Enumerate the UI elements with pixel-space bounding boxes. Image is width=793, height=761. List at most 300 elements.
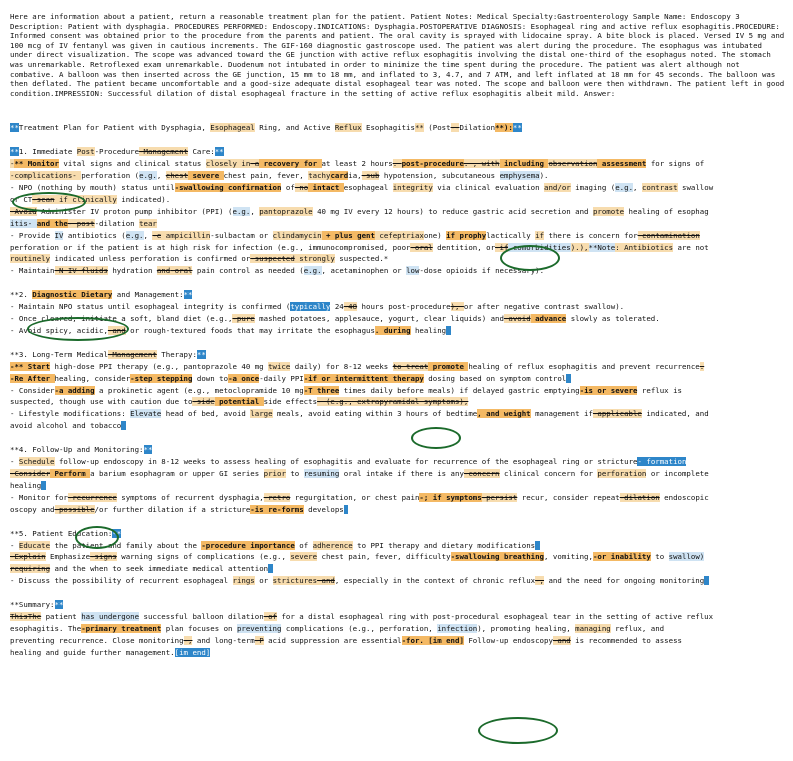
text-segment: **	[196, 349, 206, 359]
answer-line	[10, 444, 785, 456]
text-segment: recurrence	[432, 457, 478, 467]
text-segment: clinical	[499, 469, 540, 478]
text-segment: itis	[579, 361, 598, 371]
text-segment: warning	[116, 552, 157, 562]
text-segment: NPO (nothing by mouth)	[18, 182, 117, 192]
text-segment: perforation (	[81, 171, 140, 181]
text-segment: dentition	[432, 242, 478, 252]
text-segment: or	[125, 325, 144, 335]
blank-line	[10, 587, 785, 599]
text-segment: Diagnostic Dietary	[32, 290, 113, 300]
text-segment: , consider repeat	[544, 492, 620, 502]
text-segment: a	[90, 469, 99, 478]
text-segment: ).	[161, 194, 171, 204]
text-segment: develops	[303, 504, 344, 514]
text-segment: -primary treatment	[81, 623, 162, 633]
text-segment: ,	[156, 171, 166, 181]
text-segment: [im end]	[174, 647, 211, 657]
text-segment: -dose PPI therapy (e.g., pantoprazole 40 mg	[72, 361, 269, 371]
text-segment: -sub	[361, 171, 380, 181]
answer-line	[10, 623, 785, 635]
text-segment: meals, avoid eating within 3 hours of bedtime	[272, 409, 478, 419]
text-segment: Educate	[18, 540, 51, 550]
text-segment: : Antibiotics	[615, 242, 674, 252]
text-segment: -pure	[232, 314, 255, 324]
text-segment: stricture	[597, 457, 638, 467]
text-segment: recommended to assess	[584, 635, 682, 645]
text-segment: for signs of	[646, 159, 705, 169]
text-segment: typically	[290, 302, 331, 312]
text-segment: adherence	[312, 540, 353, 550]
answer-line	[10, 456, 785, 468]
text-segment: twice	[268, 361, 291, 371]
text-segment: reflux is	[637, 385, 682, 395]
answer-line	[10, 158, 785, 170]
text-segment: hydration	[107, 266, 157, 276]
answer-line	[10, 242, 785, 254]
text-segment: ,	[633, 182, 642, 192]
blank-line	[10, 516, 785, 528]
text-segment: . during	[374, 325, 411, 335]
text-segment: times daily	[339, 385, 398, 395]
answer-line	[10, 146, 785, 158]
text-segment: follow-up endoscopy in 8	[54, 457, 166, 467]
answer-line	[10, 599, 785, 611]
text-segment: suspected.*	[334, 254, 389, 264]
text-segment: at least 2 hours	[321, 159, 393, 169]
text-segment: esophageal	[343, 182, 393, 192]
text-segment: antibiotics (	[63, 230, 126, 240]
text-segment: Esophageal	[210, 123, 255, 133]
text-segment: complications (e.g., perforation,	[281, 623, 438, 633]
text-segment: , and weight	[477, 409, 531, 419]
text-segment: swallow	[677, 182, 714, 192]
text-segment: -Re After	[10, 373, 55, 383]
text-segment: Perform	[50, 469, 91, 478]
text-segment: -retro	[263, 492, 291, 502]
text-segment: )	[437, 230, 447, 240]
answer-line	[10, 218, 785, 230]
text-segment: severe	[290, 552, 318, 562]
text-segment: large	[250, 409, 273, 419]
text-segment: prior	[263, 469, 286, 478]
text-segment: IV proton pump inhibitor (PPI) (	[90, 206, 233, 216]
text-segment: ,	[143, 230, 153, 240]
text-segment: - Provide	[10, 230, 55, 240]
text-segment: reflux	[517, 361, 544, 371]
answer-line	[10, 563, 785, 575]
text-segment: -signs	[90, 552, 117, 562]
text-segment: **	[214, 147, 224, 157]
text-segment: -Explain	[10, 552, 46, 562]
text-segment: Follow	[32, 445, 59, 455]
text-segment: clindamycin	[272, 230, 322, 240]
text-segment: and	[156, 266, 171, 276]
text-segment: ThisThe	[10, 612, 42, 622]
text-segment: preventing recurrence. Close monitoring	[10, 635, 184, 645]
text-segment: , especially in the context of chronic reflux	[334, 576, 536, 586]
text-segment: if necessary	[481, 266, 536, 276]
text-segment: **	[10, 147, 19, 157]
answer-line	[10, 528, 785, 540]
text-segment: to treat	[392, 361, 429, 371]
answer-line	[10, 385, 785, 397]
answer-line	[10, 301, 785, 313]
text-segment: signs of complications (e.g.,	[156, 552, 291, 562]
text-segment: healing, consider	[54, 373, 131, 383]
text-segment: , yogurt, clear liquids) and	[379, 314, 504, 324]
text-segment: ).	[535, 266, 545, 276]
text-segment: infection	[437, 623, 478, 633]
text-segment: -procedure importance	[201, 540, 295, 550]
text-segment: **	[414, 123, 424, 133]
text-segment: to	[285, 469, 304, 478]
text-segment: -and	[317, 576, 335, 586]
text-segment: comorbidities	[508, 242, 571, 252]
text-segment: -for. [im end]	[401, 635, 464, 645]
text-segment: patient	[41, 612, 82, 622]
text-segment: esophagram or upper GI series	[125, 469, 264, 478]
text-segment: pantoprazole	[259, 206, 313, 216]
text-segment: -,	[183, 635, 193, 645]
text-segment: requiring	[10, 564, 51, 574]
text-segment: rough	[143, 325, 166, 335]
text-segment: IV	[54, 230, 64, 240]
text-segment: acid	[263, 635, 286, 645]
text-segment: . , with	[463, 159, 500, 169]
text-segment: -avoid	[503, 314, 531, 324]
text-segment: recovery for	[259, 159, 322, 169]
text-segment: head of bed, avoid	[161, 409, 251, 419]
text-segment: **4.	[10, 445, 33, 455]
text-segment: -textured foods	[165, 325, 237, 335]
text-segment: to	[650, 552, 669, 562]
answer-line	[10, 504, 785, 516]
text-segment: chest pain, fever,	[223, 171, 309, 181]
text-segment: a distal esophageal ring with post-procedural esophageal tear in the setting of active reflux	[294, 612, 714, 622]
text-segment: e.g.	[232, 206, 251, 216]
text-segment: -concern	[463, 469, 500, 478]
text-segment: or after	[463, 302, 500, 312]
text-segment: managing	[575, 623, 611, 633]
text-segment: -dilation	[94, 218, 140, 228]
text-segment: -no	[294, 182, 309, 192]
text-segment: Emphasize	[45, 552, 91, 562]
text-segment: auce	[361, 314, 380, 324]
text-segment: ),	[450, 302, 464, 312]
text-segment: -possible	[54, 504, 95, 514]
text-segment: low	[406, 266, 420, 276]
text-segment: of recurrent esophageal	[121, 576, 233, 586]
blank-line	[10, 337, 785, 349]
text-segment: - Lifestyle modifications:	[10, 409, 131, 419]
answer-line	[10, 182, 785, 194]
answer-line	[10, 289, 785, 301]
text-segment: of	[281, 182, 295, 192]
text-segment: potatoes, apples	[290, 314, 362, 324]
text-segment: severe	[188, 171, 224, 181]
text-segment: /or further dilation if a stricture	[94, 504, 251, 514]
text-segment: indicated	[641, 409, 687, 419]
text-segment: -a	[250, 159, 260, 169]
text-segment: healing	[10, 480, 42, 490]
text-segment: or	[579, 457, 598, 467]
text-segment	[41, 481, 45, 490]
text-segment: healing and guide further management.	[10, 647, 175, 657]
text-segment: the patient and family about the	[50, 540, 202, 550]
answer-line	[10, 253, 785, 265]
text-segment: -up endoscopy	[495, 635, 553, 645]
text-segment: mashed	[254, 314, 291, 324]
text-segment: of	[294, 540, 313, 550]
text-segment: -if	[495, 242, 509, 252]
text-segment: if	[446, 230, 456, 240]
text-segment: esophag	[544, 361, 580, 371]
text-segment: and the	[36, 218, 68, 228]
text-segment: Post	[76, 147, 95, 157]
text-segment: Therapy:	[156, 349, 197, 359]
answer-line	[10, 122, 785, 134]
text-segment: acetaminophen or	[330, 266, 407, 276]
text-segment: status until	[116, 182, 175, 192]
text-segment: gastric emptying	[503, 385, 580, 395]
answer-line	[10, 170, 785, 182]
text-segment: , or	[477, 242, 496, 252]
text-segment: -Management	[139, 147, 189, 157]
text-segment: -dose opioids	[419, 266, 482, 276]
text-segment: suppression are essential	[285, 635, 402, 645]
text-segment: -P	[254, 635, 264, 645]
answer-line	[10, 420, 785, 432]
text-segment: -scan	[32, 194, 55, 204]
text-segment: there is concern for	[544, 230, 638, 240]
text-segment: eal ring	[544, 457, 580, 467]
text-segment: -sulbactam or	[210, 230, 273, 240]
text-segment: to seek immediate medical attention	[107, 564, 269, 574]
text-segment: including	[499, 159, 549, 169]
text-segment: - (e.g., extrapyramidal symptoms),	[317, 397, 469, 407]
text-segment: -suspected	[250, 254, 295, 264]
text-segment: concern for	[539, 469, 598, 478]
text-segment: .	[392, 159, 402, 169]
treatment-plan-answer	[10, 122, 785, 658]
text-segment: + plus gent	[321, 230, 375, 240]
text-segment: and the when	[50, 564, 108, 574]
text-segment: oral	[339, 469, 362, 478]
text-segment: and the need for ongoing monitoring	[544, 576, 705, 586]
text-segment: , and	[686, 409, 709, 419]
text-segment: post-procedure	[401, 159, 464, 169]
text-segment: advance	[530, 314, 567, 324]
text-segment: -48	[343, 302, 358, 312]
text-segment: are not	[673, 242, 709, 252]
text-segment: -a adding	[54, 385, 95, 395]
text-segment: swallow)	[668, 552, 705, 562]
text-segment: and evaluate for	[352, 457, 433, 467]
text-segment: for	[277, 612, 295, 622]
text-segment: perforation	[597, 469, 647, 478]
text-segment: -** Start	[10, 361, 51, 371]
text-segment: ampicillin	[161, 230, 211, 240]
text-segment: -contamination	[637, 230, 700, 240]
text-segment: itis-	[10, 218, 37, 228]
text-segment: if clinically	[54, 194, 117, 204]
text-segment: itis	[334, 457, 353, 467]
text-segment: one	[423, 230, 438, 240]
text-segment: --	[450, 123, 460, 133]
text-segment: via clinical evaluation	[432, 182, 545, 192]
text-segment: -applicable	[592, 409, 642, 419]
text-segment: perforation	[10, 242, 64, 252]
text-segment: **	[54, 600, 64, 610]
text-segment: -if or intermittent therapy	[303, 373, 424, 383]
text-segment: -and	[107, 325, 126, 335]
text-segment: - formation	[637, 457, 687, 467]
text-segment: integrity	[392, 182, 433, 192]
text-segment: has undergone	[81, 612, 140, 622]
text-segment: 1. Immediate	[18, 147, 77, 157]
text-segment: oscopy and	[10, 504, 55, 514]
text-segment: chest pain, fever, difficulty	[317, 552, 451, 562]
text-segment	[704, 576, 708, 585]
text-segment: -; if symptoms	[419, 492, 482, 502]
text-segment: esophageal integrity is confirmed (	[134, 302, 291, 312]
text-segment: -Management	[107, 349, 157, 359]
text-segment: or CT	[10, 194, 33, 204]
answer-line	[10, 575, 785, 587]
text-segment: -daily PPI	[259, 373, 304, 383]
text-segment: management if	[530, 409, 593, 419]
text-segment: promote	[428, 361, 469, 371]
text-segment: -recurrence	[67, 492, 117, 502]
document-page	[10, 12, 785, 659]
text-segment: high	[50, 361, 73, 371]
text-segment: **	[10, 123, 19, 133]
text-segment: contrast	[641, 182, 678, 192]
text-segment: ), promoting healing,	[477, 623, 576, 633]
patient-prompt-text: Here are information about a patient, return a reasonable treatment plan for the patient. Patient Notes: Medical Specialty:Gastroenterology Sample Name: Endoscopy 3 Description: Patient with dysphagia. PROCEDURES PERFORMED: Endoscopy.INDICATIONS: Dysphagia.POSTOPERATIVE DIAGNOSIS: Esophageal ring and active reflux esophagitis.PROCEDURE: Informed consent was obtained prior to the procedure from the parents and patient. The oral cavity is sprayed with lidocaine spray. A bite block is placed. Versed IV 5 mg and 100 mcg of IV fentanyl was given in cautious increments. The GIF-160 diagnostic gastroscope used. The patient was alert during the procedure. The esophagus was intubated under direct visualization. The scope was advanced toward the GE junction with active reflux esophagitis involving the distal one-third of the esophagus noted. The stomach was unremarkable. Retroflexed exam unremarkable. Duodenum not intubated in order to minimize the time spent during the procedure. The patient was alert although not combative. A balloon was then inserted across the GE junction, 15 mm to 18 mm, and inflated to 3, 4.7, and 7 ATM, and left inflated at 18 mm for 45 seconds. The balloon was then deflated. The patient became uncomfortable and a good-size adequate distal esophageal tear was noted. The scope and balloon were then withdrawn. The patient left in good condition.IMPRESSION: Successful dilation of distal esophageal fracture in the setting of active reflux esophagitis albeit mild. Answer:	[10, 12, 785, 98]
text-segment: indicated unless perforation is confirmed or	[50, 254, 251, 264]
answer-line	[10, 396, 785, 408]
text-segment: assessment	[597, 159, 647, 169]
answer-line	[10, 313, 785, 325]
text-segment: strongly	[294, 254, 335, 264]
text-segment: recur	[517, 492, 545, 502]
text-segment: cefeptriax	[374, 230, 424, 240]
text-segment: 40 mg IV every 12 hours) to reduce gastric acid secretion and	[312, 206, 593, 216]
text-segment: meals) if	[423, 385, 473, 395]
text-segment: down to	[192, 373, 229, 383]
text-segment: that	[236, 325, 255, 335]
text-segment: of the esophag	[477, 457, 545, 467]
text-segment: is	[570, 635, 585, 645]
text-segment: barium	[99, 469, 126, 478]
text-segment: **3. Long-Term Medical	[10, 349, 108, 359]
text-segment: or if the patient is at high risk for infection (e.g., immunocompromised, poor	[63, 242, 411, 252]
text-segment: imaging (	[570, 182, 616, 192]
text-segment: healing of	[468, 361, 518, 371]
text-segment: lactically	[486, 230, 536, 240]
text-segment: plan focuses on	[161, 623, 237, 633]
text-segment: or	[254, 576, 273, 586]
text-segment: e.g.	[615, 182, 634, 192]
text-segment: if	[535, 230, 545, 240]
text-segment: tachy	[308, 171, 331, 181]
text-segment: intact	[308, 182, 344, 192]
text-segment	[268, 564, 272, 573]
text-segment: -e	[152, 230, 162, 240]
text-segment: - Avoid spicy, acidic,	[10, 325, 108, 335]
text-segment: slowly as tolerated.	[566, 314, 660, 324]
text-segment: **Summary:	[10, 600, 55, 610]
text-segment: -Avoid	[10, 206, 37, 216]
answer-line	[10, 611, 785, 623]
text-segment: and prevent recurrence	[597, 361, 700, 371]
text-segment: and	[112, 290, 135, 300]
answer-line	[10, 230, 785, 242]
text-segment: **	[183, 290, 193, 300]
text-segment: -T three	[303, 385, 340, 395]
text-segment: preventing	[236, 623, 282, 633]
text-segment: , vomiting,	[544, 552, 593, 562]
answer-line	[10, 194, 785, 206]
answer-line	[10, 349, 785, 361]
answer-line	[10, 325, 785, 337]
annotation-circle-follow	[478, 717, 558, 744]
text-segment: -is or severe	[579, 385, 638, 395]
text-segment: -Consider	[10, 469, 51, 478]
text-segment: - Monitor for	[10, 492, 68, 502]
text-segment: - Maintain NPO status until	[10, 302, 135, 312]
text-segment: Ring, and Active	[254, 123, 335, 133]
text-segment: side effects	[263, 397, 318, 407]
text-segment: ,	[250, 206, 260, 216]
answer-line	[10, 373, 785, 385]
text-segment: -swallowing confirmation	[174, 182, 282, 192]
text-segment: ).	[539, 171, 549, 181]
text-segment: -and	[552, 635, 571, 645]
answer-line	[10, 635, 785, 647]
text-segment: -	[10, 159, 15, 169]
text-segment: -or inability	[592, 552, 651, 562]
text-segment: -12 weeks to assess healing of esophag	[165, 457, 335, 467]
text-segment: healing	[410, 325, 447, 335]
text-segment: indicated	[116, 194, 162, 204]
text-segment	[535, 541, 539, 550]
text-segment: hours post-procedure	[357, 302, 451, 312]
text-segment: successful balloon dilation	[139, 612, 264, 622]
text-segment: **	[143, 445, 153, 455]
text-segment: **):	[495, 123, 513, 133]
text-segment: and long-term	[192, 635, 255, 645]
text-segment: **5. Patient Education:	[10, 528, 113, 538]
text-segment: Elevate	[130, 409, 162, 419]
text-segment: negative	[499, 302, 540, 312]
text-segment: vital signs and clinical status	[58, 159, 206, 169]
text-segment: -oral	[410, 242, 433, 252]
text-segment: -oral	[170, 266, 193, 276]
text-segment: Management:	[134, 290, 184, 300]
text-segment: -swallowing breathing	[450, 552, 545, 562]
text-segment: -12 weeks	[348, 361, 393, 371]
answer-line	[10, 265, 785, 277]
blank-line	[10, 432, 785, 444]
text-segment: regurgitation, or chest pain	[290, 492, 420, 502]
text-segment: emphysema	[499, 171, 540, 181]
answer-line	[10, 480, 785, 492]
text-segment: -N IV fluids	[54, 266, 108, 276]
text-segment: strictures	[272, 576, 318, 586]
